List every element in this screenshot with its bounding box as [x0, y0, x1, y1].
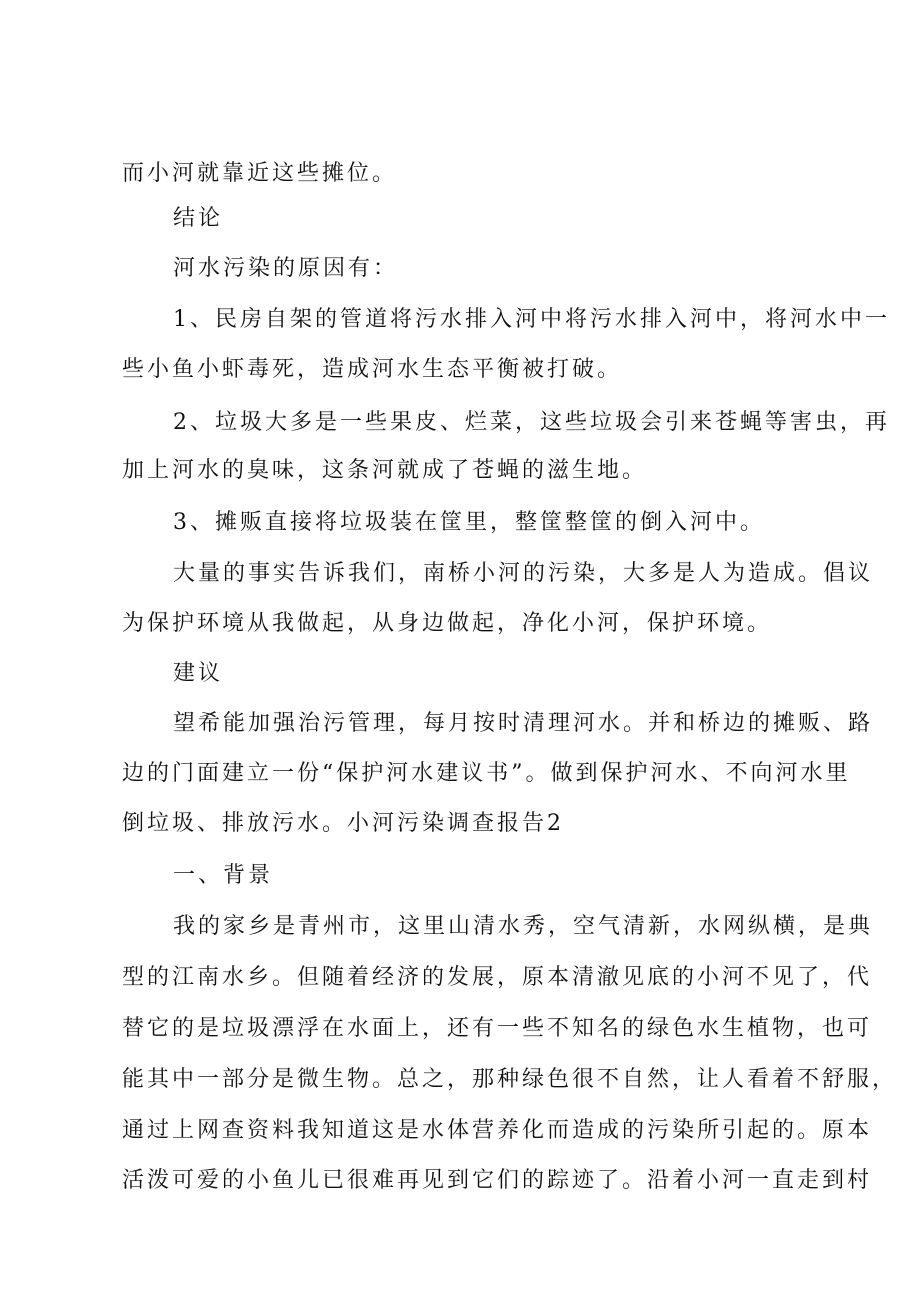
- text-line: 能其中一部分是微生物。总之，那种绿色很不自然，让人看着不舒服，: [122, 1067, 898, 1092]
- section-heading-suggestion: 建议: [173, 661, 224, 686]
- text-line: 1、民房自架的管道将污水排入河中将污水排入河中，将河水中一: [173, 307, 890, 332]
- text-line: 些小鱼小虾毒死，造成河水生态平衡被打破。: [122, 357, 623, 382]
- text-line: 边的门面建立一份“保护河水建议书”。做到保护河水、不向河水里: [122, 761, 851, 786]
- text-line: 型的江南水乡。但随着经济的发展，原本清澈见底的小河不见了，代: [122, 965, 873, 990]
- text-line: 而小河就靠近这些摊位。: [122, 161, 398, 186]
- text-line: 2、垃圾大多是一些果皮、烂菜，这些垃圾会引来苍蝇等害虫，再: [173, 410, 890, 435]
- text-line: 加上河水的臭味，这条河就成了苍蝇的滋生地。: [122, 458, 648, 483]
- text-line: 河水污染的原因有：: [173, 256, 399, 281]
- text-line: 活泼可爱的小鱼儿已很难再见到它们的踪迹了。沿着小河一直走到村: [122, 1168, 873, 1193]
- text-line: 我的家乡是青州市，这里山清水秀，空气清新，水网纵横，是典: [173, 914, 874, 939]
- text-line: 大量的事实告诉我们，南桥小河的污染，大多是人为造成。倡议: [173, 561, 874, 586]
- text-line: 为保护环境从我做起，从身边做起，净化小河，保护环境。: [122, 611, 773, 636]
- section-heading-background: 一、背景: [173, 863, 274, 888]
- section-heading-conclusion: 结论: [173, 206, 224, 231]
- text-line: 通过上网查资料我知道这是水体营养化而造成的污染所引起的。原本: [122, 1118, 873, 1143]
- text-line: 望希能加强治污管理，每月按时清理河水。并和桥边的摊贩、路: [173, 711, 874, 736]
- text-line: 倒垃圾、排放污水。小河污染调查报告2: [122, 811, 564, 836]
- text-line: 替它的是垃圾漂浮在水面上，还有一些不知名的绿色水生植物，也可: [122, 1016, 873, 1041]
- text-line: 3、摊贩直接将垃圾装在筐里，整筐整筐的倒入河中。: [173, 510, 765, 535]
